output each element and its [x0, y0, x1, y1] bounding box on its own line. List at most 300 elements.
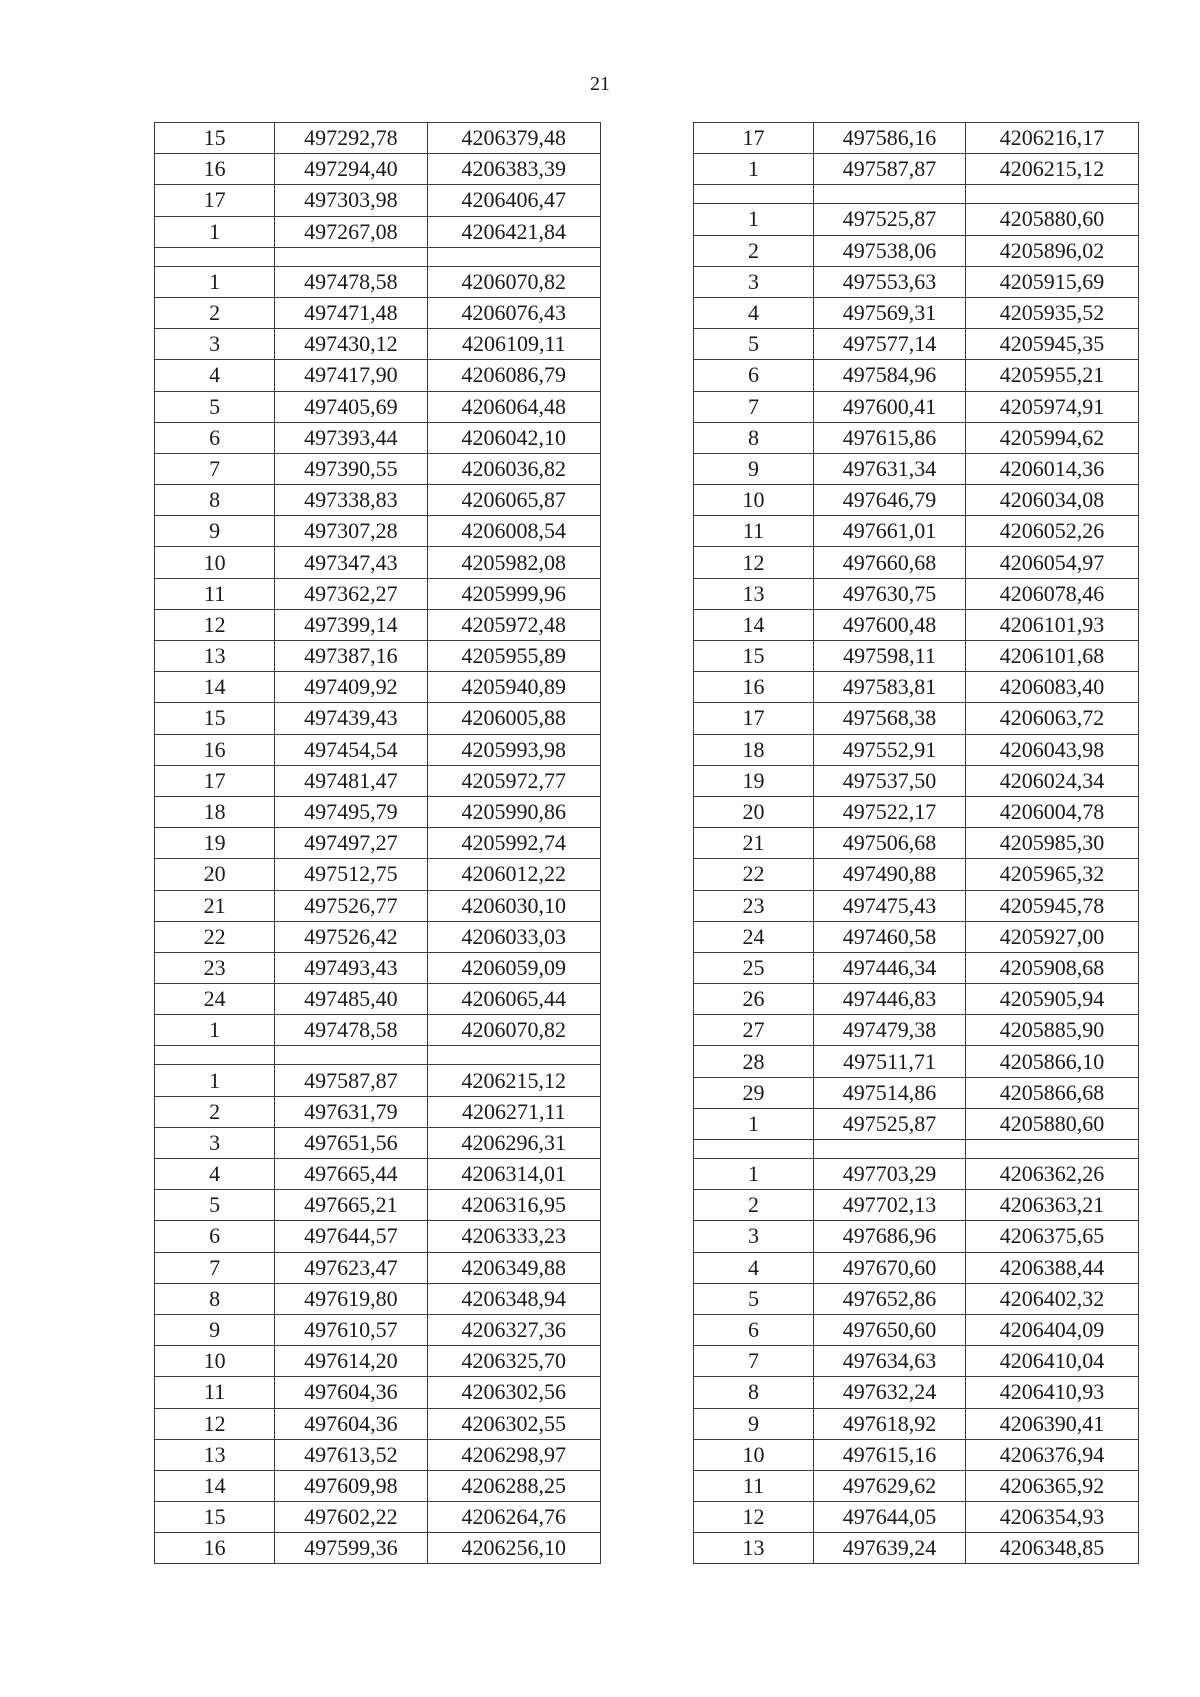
point-number-cell: 8 — [155, 1283, 275, 1314]
point-number-cell: 17 — [694, 703, 814, 734]
table-row — [694, 516, 1139, 547]
x-coordinate-cell: 497446,34 — [814, 952, 966, 983]
table-row — [155, 453, 601, 484]
point-number-cell: 20 — [155, 859, 275, 890]
table-row — [694, 1377, 1139, 1408]
x-coordinate-cell: 497475,43 — [814, 890, 966, 921]
table-row — [155, 1127, 601, 1158]
x-coordinate-cell: 497644,05 — [814, 1502, 966, 1533]
x-coordinate-cell: 497629,62 — [814, 1470, 966, 1501]
y-coordinate-cell — [966, 185, 1139, 204]
x-coordinate-cell: 497661,01 — [814, 516, 966, 547]
table-row — [694, 921, 1139, 952]
table-row — [694, 828, 1139, 859]
table-row — [155, 547, 601, 578]
table-row — [155, 516, 601, 547]
y-coordinate-cell: 4205999,96 — [427, 578, 600, 609]
x-coordinate-cell: 497405,69 — [275, 391, 427, 422]
point-number-cell: 17 — [155, 185, 275, 216]
point-number-cell: 9 — [694, 1408, 814, 1439]
x-coordinate-cell: 497307,28 — [275, 516, 427, 547]
table-row — [694, 859, 1139, 890]
table-row — [694, 1046, 1139, 1077]
point-number-cell: 22 — [694, 859, 814, 890]
y-coordinate-cell: 4206036,82 — [427, 453, 600, 484]
table-row — [155, 1065, 601, 1096]
x-coordinate-cell: 497602,22 — [275, 1502, 427, 1533]
table-row — [155, 360, 601, 391]
table-row — [155, 609, 601, 640]
y-coordinate-cell: 4206215,12 — [427, 1065, 600, 1096]
y-coordinate-cell: 4205965,32 — [966, 859, 1139, 890]
x-coordinate-cell: 497506,68 — [814, 828, 966, 859]
x-coordinate-cell: 497294,40 — [275, 154, 427, 185]
x-coordinate-cell: 497390,55 — [275, 453, 427, 484]
point-number-cell: 23 — [155, 952, 275, 983]
y-coordinate-cell: 4206086,79 — [427, 360, 600, 391]
point-number-cell: 16 — [694, 672, 814, 703]
y-coordinate-cell: 4206076,43 — [427, 297, 600, 328]
y-coordinate-cell: 4206012,22 — [427, 859, 600, 890]
table-row — [155, 672, 601, 703]
table-row — [694, 266, 1139, 297]
x-coordinate-cell: 497615,86 — [814, 422, 966, 453]
x-coordinate-cell: 497568,38 — [814, 703, 966, 734]
point-number-cell: 1 — [155, 1065, 275, 1096]
x-coordinate-cell: 497553,63 — [814, 266, 966, 297]
y-coordinate-cell: 4206083,40 — [966, 672, 1139, 703]
y-coordinate-cell: 4206101,68 — [966, 641, 1139, 672]
x-coordinate-cell: 497652,86 — [814, 1283, 966, 1314]
x-coordinate-cell: 497660,68 — [814, 547, 966, 578]
point-number-cell — [694, 185, 814, 204]
x-coordinate-cell: 497586,16 — [814, 123, 966, 154]
x-coordinate-cell: 497610,57 — [275, 1314, 427, 1345]
table-row — [694, 734, 1139, 765]
y-coordinate-cell: 4206070,82 — [427, 266, 600, 297]
y-coordinate-cell: 4205908,68 — [966, 952, 1139, 983]
table-row — [694, 984, 1139, 1015]
point-number-cell: 16 — [155, 734, 275, 765]
table-row — [694, 672, 1139, 703]
x-coordinate-cell: 497538,06 — [814, 235, 966, 266]
table-row — [694, 796, 1139, 827]
table-row — [694, 890, 1139, 921]
point-number-cell: 25 — [694, 952, 814, 983]
y-coordinate-cell: 4205955,21 — [966, 360, 1139, 391]
point-number-cell: 17 — [694, 123, 814, 154]
table-row — [694, 154, 1139, 185]
point-number-cell: 1 — [694, 154, 814, 185]
y-coordinate-cell: 4205940,89 — [427, 672, 600, 703]
table-row — [155, 1252, 601, 1283]
x-coordinate-cell: 497387,16 — [275, 641, 427, 672]
x-coordinate-cell: 497497,27 — [275, 828, 427, 859]
y-coordinate-cell: 4206004,78 — [966, 796, 1139, 827]
table-row — [694, 1502, 1139, 1533]
table-row — [694, 1314, 1139, 1345]
x-coordinate-cell: 497490,88 — [814, 859, 966, 890]
x-coordinate-cell: 497598,11 — [814, 641, 966, 672]
point-number-cell: 21 — [694, 828, 814, 859]
point-number-cell: 13 — [694, 578, 814, 609]
y-coordinate-cell: 4206362,26 — [966, 1159, 1139, 1190]
y-coordinate-cell: 4206264,76 — [427, 1502, 600, 1533]
table-row — [694, 641, 1139, 672]
table-row — [694, 1533, 1139, 1564]
separator-row — [155, 1046, 601, 1065]
point-number-cell: 18 — [155, 796, 275, 827]
y-coordinate-cell: 4206410,04 — [966, 1346, 1139, 1377]
point-number-cell: 12 — [155, 609, 275, 640]
point-number-cell: 27 — [694, 1015, 814, 1046]
table-row — [694, 422, 1139, 453]
point-number-cell: 19 — [694, 765, 814, 796]
y-coordinate-cell: 4206388,44 — [966, 1252, 1139, 1283]
y-coordinate-cell: 4206042,10 — [427, 422, 600, 453]
table-row — [155, 1096, 601, 1127]
point-number-cell: 1 — [155, 1015, 275, 1046]
y-coordinate-cell: 4205935,52 — [966, 297, 1139, 328]
table-row — [694, 609, 1139, 640]
table-row — [694, 360, 1139, 391]
point-number-cell: 11 — [155, 578, 275, 609]
table-row — [155, 185, 601, 216]
x-coordinate-cell — [814, 1140, 966, 1159]
x-coordinate-cell: 497670,60 — [814, 1252, 966, 1283]
table-row — [155, 890, 601, 921]
y-coordinate-cell: 4206406,47 — [427, 185, 600, 216]
table-row — [155, 485, 601, 516]
y-coordinate-cell: 4206363,21 — [966, 1190, 1139, 1221]
x-coordinate-cell: 497630,75 — [814, 578, 966, 609]
x-coordinate-cell: 497584,96 — [814, 360, 966, 391]
table-row — [694, 391, 1139, 422]
x-coordinate-cell: 497454,54 — [275, 734, 427, 765]
x-coordinate-cell: 497619,80 — [275, 1283, 427, 1314]
x-coordinate-cell: 497604,36 — [275, 1408, 427, 1439]
point-number-cell: 3 — [155, 1127, 275, 1158]
point-number-cell: 7 — [694, 391, 814, 422]
point-number-cell: 14 — [694, 609, 814, 640]
x-coordinate-cell: 497599,36 — [275, 1533, 427, 1564]
point-number-cell: 6 — [694, 1314, 814, 1345]
table-row — [155, 123, 601, 154]
y-coordinate-cell: 4206070,82 — [427, 1015, 600, 1046]
point-number-cell: 11 — [694, 1470, 814, 1501]
x-coordinate-cell — [814, 185, 966, 204]
table-row — [155, 1221, 601, 1252]
x-coordinate-cell: 497618,92 — [814, 1408, 966, 1439]
x-coordinate-cell — [275, 1046, 427, 1065]
y-coordinate-cell: 4206375,65 — [966, 1221, 1139, 1252]
y-coordinate-cell: 4206065,87 — [427, 485, 600, 516]
separator-row — [155, 247, 601, 266]
point-number-cell: 6 — [694, 360, 814, 391]
table-row — [155, 765, 601, 796]
y-coordinate-cell: 4205866,68 — [966, 1077, 1139, 1108]
point-number-cell: 5 — [694, 1283, 814, 1314]
table-row — [155, 984, 601, 1015]
y-coordinate-cell: 4206215,12 — [966, 154, 1139, 185]
y-coordinate-cell: 4206325,70 — [427, 1346, 600, 1377]
page-number: 21 — [590, 73, 610, 95]
point-number-cell: 20 — [694, 796, 814, 827]
y-coordinate-cell: 4206052,26 — [966, 516, 1139, 547]
separator-row — [694, 1140, 1139, 1159]
x-coordinate-cell: 497362,27 — [275, 578, 427, 609]
coordinates-table-right — [693, 122, 1139, 1564]
point-number-cell: 4 — [694, 297, 814, 328]
y-coordinate-cell: 4206333,23 — [427, 1221, 600, 1252]
table-row — [694, 1252, 1139, 1283]
table-row — [694, 952, 1139, 983]
x-coordinate-cell: 497522,17 — [814, 796, 966, 827]
y-coordinate-cell: 4206064,48 — [427, 391, 600, 422]
x-coordinate-cell: 497583,81 — [814, 672, 966, 703]
y-coordinate-cell: 4205990,86 — [427, 796, 600, 827]
y-coordinate-cell: 4206043,98 — [966, 734, 1139, 765]
point-number-cell: 9 — [155, 516, 275, 547]
y-coordinate-cell: 4205866,10 — [966, 1046, 1139, 1077]
x-coordinate-cell: 497439,43 — [275, 703, 427, 734]
table-row — [694, 485, 1139, 516]
point-number-cell: 4 — [155, 1159, 275, 1190]
y-coordinate-cell: 4206349,88 — [427, 1252, 600, 1283]
y-coordinate-cell: 4206302,56 — [427, 1377, 600, 1408]
table-row — [155, 1283, 601, 1314]
point-number-cell: 16 — [155, 1533, 275, 1564]
table-row — [694, 1283, 1139, 1314]
y-coordinate-cell: 4206059,09 — [427, 952, 600, 983]
point-number-cell: 9 — [155, 1314, 275, 1345]
point-number-cell: 2 — [694, 1190, 814, 1221]
table-row — [155, 422, 601, 453]
table-row — [155, 1377, 601, 1408]
point-number-cell: 5 — [155, 391, 275, 422]
table-row — [155, 216, 601, 247]
point-number-cell: 7 — [155, 1252, 275, 1283]
table-row — [694, 235, 1139, 266]
y-coordinate-cell: 4206296,31 — [427, 1127, 600, 1158]
y-coordinate-cell: 4206033,03 — [427, 921, 600, 952]
x-coordinate-cell: 497613,52 — [275, 1439, 427, 1470]
table-row — [694, 765, 1139, 796]
y-coordinate-cell: 4206379,48 — [427, 123, 600, 154]
y-coordinate-cell — [427, 1046, 600, 1065]
y-coordinate-cell: 4206109,11 — [427, 329, 600, 360]
table-row — [694, 204, 1139, 235]
table-row — [155, 1533, 601, 1564]
table-row — [155, 952, 601, 983]
point-number-cell: 1 — [155, 216, 275, 247]
y-coordinate-cell: 4206383,39 — [427, 154, 600, 185]
x-coordinate-cell: 497409,92 — [275, 672, 427, 703]
table-row — [155, 329, 601, 360]
y-coordinate-cell: 4206078,46 — [966, 578, 1139, 609]
point-number-cell: 12 — [155, 1408, 275, 1439]
y-coordinate-cell: 4206302,55 — [427, 1408, 600, 1439]
y-coordinate-cell: 4205974,91 — [966, 391, 1139, 422]
x-coordinate-cell: 497471,48 — [275, 297, 427, 328]
point-number-cell: 21 — [155, 890, 275, 921]
x-coordinate-cell: 497702,13 — [814, 1190, 966, 1221]
table-row — [694, 1159, 1139, 1190]
x-coordinate-cell: 497639,24 — [814, 1533, 966, 1564]
y-coordinate-cell: 4205972,77 — [427, 765, 600, 796]
point-number-cell: 18 — [694, 734, 814, 765]
point-number-cell: 17 — [155, 765, 275, 796]
y-coordinate-cell: 4206216,17 — [966, 123, 1139, 154]
point-number-cell: 3 — [694, 266, 814, 297]
y-coordinate-cell: 4206365,92 — [966, 1470, 1139, 1501]
point-number-cell: 8 — [694, 1377, 814, 1408]
point-number-cell: 2 — [155, 1096, 275, 1127]
y-coordinate-cell: 4205972,48 — [427, 609, 600, 640]
y-coordinate-cell: 4206008,54 — [427, 516, 600, 547]
point-number-cell: 22 — [155, 921, 275, 952]
y-coordinate-cell: 4205994,62 — [966, 422, 1139, 453]
x-coordinate-cell: 497703,29 — [814, 1159, 966, 1190]
x-coordinate-cell: 497552,91 — [814, 734, 966, 765]
y-coordinate-cell: 4206034,08 — [966, 485, 1139, 516]
point-number-cell: 19 — [155, 828, 275, 859]
point-number-cell: 13 — [694, 1533, 814, 1564]
point-number-cell: 15 — [155, 1502, 275, 1533]
y-coordinate-cell: 4206376,94 — [966, 1439, 1139, 1470]
table-row — [155, 391, 601, 422]
x-coordinate-cell: 497665,21 — [275, 1190, 427, 1221]
point-number-cell — [694, 1140, 814, 1159]
x-coordinate-cell: 497347,43 — [275, 547, 427, 578]
y-coordinate-cell: 4206101,93 — [966, 609, 1139, 640]
y-coordinate-cell: 4206030,10 — [427, 890, 600, 921]
point-number-cell: 1 — [694, 1159, 814, 1190]
point-number-cell: 6 — [155, 1221, 275, 1252]
x-coordinate-cell: 497478,58 — [275, 266, 427, 297]
point-number-cell: 3 — [694, 1221, 814, 1252]
table-row — [694, 297, 1139, 328]
point-number-cell: 5 — [155, 1190, 275, 1221]
point-number-cell: 14 — [155, 672, 275, 703]
x-coordinate-cell: 497338,83 — [275, 485, 427, 516]
table-row — [694, 547, 1139, 578]
table-row — [155, 734, 601, 765]
y-coordinate-cell: 4206271,11 — [427, 1096, 600, 1127]
x-coordinate-cell: 497631,79 — [275, 1096, 427, 1127]
table-row — [155, 1314, 601, 1345]
x-coordinate-cell: 497646,79 — [814, 485, 966, 516]
table-row — [155, 1439, 601, 1470]
x-coordinate-cell: 497526,77 — [275, 890, 427, 921]
point-number-cell: 8 — [155, 485, 275, 516]
y-coordinate-cell: 4206354,93 — [966, 1502, 1139, 1533]
x-coordinate-cell: 497665,44 — [275, 1159, 427, 1190]
point-number-cell: 26 — [694, 984, 814, 1015]
x-coordinate-cell: 497526,42 — [275, 921, 427, 952]
point-number-cell: 12 — [694, 1502, 814, 1533]
point-number-cell: 2 — [694, 235, 814, 266]
x-coordinate-cell: 497587,87 — [275, 1065, 427, 1096]
x-coordinate-cell: 497417,90 — [275, 360, 427, 391]
y-coordinate-cell: 4205885,90 — [966, 1015, 1139, 1046]
table-row — [155, 266, 601, 297]
point-number-cell: 3 — [155, 329, 275, 360]
point-number-cell: 14 — [155, 1470, 275, 1501]
point-number-cell: 8 — [694, 422, 814, 453]
table-row — [155, 921, 601, 952]
y-coordinate-cell: 4206402,32 — [966, 1283, 1139, 1314]
x-coordinate-cell: 497495,79 — [275, 796, 427, 827]
point-number-cell: 11 — [155, 1377, 275, 1408]
table-row — [694, 1408, 1139, 1439]
table-row — [694, 1015, 1139, 1046]
x-coordinate-cell: 497493,43 — [275, 952, 427, 983]
table-row — [694, 453, 1139, 484]
y-coordinate-cell: 4206065,44 — [427, 984, 600, 1015]
y-coordinate-cell: 4205985,30 — [966, 828, 1139, 859]
point-number-cell: 24 — [694, 921, 814, 952]
y-coordinate-cell — [427, 247, 600, 266]
point-number-cell: 10 — [155, 1346, 275, 1377]
table-row — [155, 828, 601, 859]
x-coordinate-cell: 497478,58 — [275, 1015, 427, 1046]
point-number-cell — [155, 1046, 275, 1065]
point-number-cell: 2 — [155, 297, 275, 328]
table-row — [155, 796, 601, 827]
table-row — [694, 123, 1139, 154]
table-row — [155, 154, 601, 185]
y-coordinate-cell: 4205880,60 — [966, 1108, 1139, 1139]
table-row — [155, 1015, 601, 1046]
x-coordinate-cell: 497512,75 — [275, 859, 427, 890]
point-number-cell: 15 — [694, 641, 814, 672]
y-coordinate-cell — [966, 1140, 1139, 1159]
point-number-cell: 10 — [155, 547, 275, 578]
y-coordinate-cell: 4206327,36 — [427, 1314, 600, 1345]
y-coordinate-cell: 4206348,94 — [427, 1283, 600, 1314]
y-coordinate-cell: 4206256,10 — [427, 1533, 600, 1564]
point-number-cell: 28 — [694, 1046, 814, 1077]
x-coordinate-cell: 497634,63 — [814, 1346, 966, 1377]
y-coordinate-cell: 4206390,41 — [966, 1408, 1139, 1439]
x-coordinate-cell: 497614,20 — [275, 1346, 427, 1377]
y-coordinate-cell: 4205880,60 — [966, 204, 1139, 235]
table-row — [694, 1470, 1139, 1501]
x-coordinate-cell: 497481,47 — [275, 765, 427, 796]
table-row — [155, 1470, 601, 1501]
point-number-cell: 24 — [155, 984, 275, 1015]
x-coordinate-cell: 497615,16 — [814, 1439, 966, 1470]
point-number-cell: 5 — [694, 329, 814, 360]
point-number-cell: 12 — [694, 547, 814, 578]
point-number-cell: 7 — [694, 1346, 814, 1377]
table-row — [694, 703, 1139, 734]
point-number-cell: 13 — [155, 1439, 275, 1470]
y-coordinate-cell: 4206288,25 — [427, 1470, 600, 1501]
y-coordinate-cell: 4206005,88 — [427, 703, 600, 734]
y-coordinate-cell: 4206316,95 — [427, 1190, 600, 1221]
point-number-cell: 1 — [694, 204, 814, 235]
y-coordinate-cell: 4205992,74 — [427, 828, 600, 859]
point-number-cell: 10 — [694, 485, 814, 516]
y-coordinate-cell: 4206024,34 — [966, 765, 1139, 796]
table-row — [155, 1408, 601, 1439]
y-coordinate-cell: 4206404,09 — [966, 1314, 1139, 1345]
x-coordinate-cell: 497650,60 — [814, 1314, 966, 1345]
x-coordinate-cell: 497292,78 — [275, 123, 427, 154]
x-coordinate-cell: 497525,87 — [814, 1108, 966, 1139]
